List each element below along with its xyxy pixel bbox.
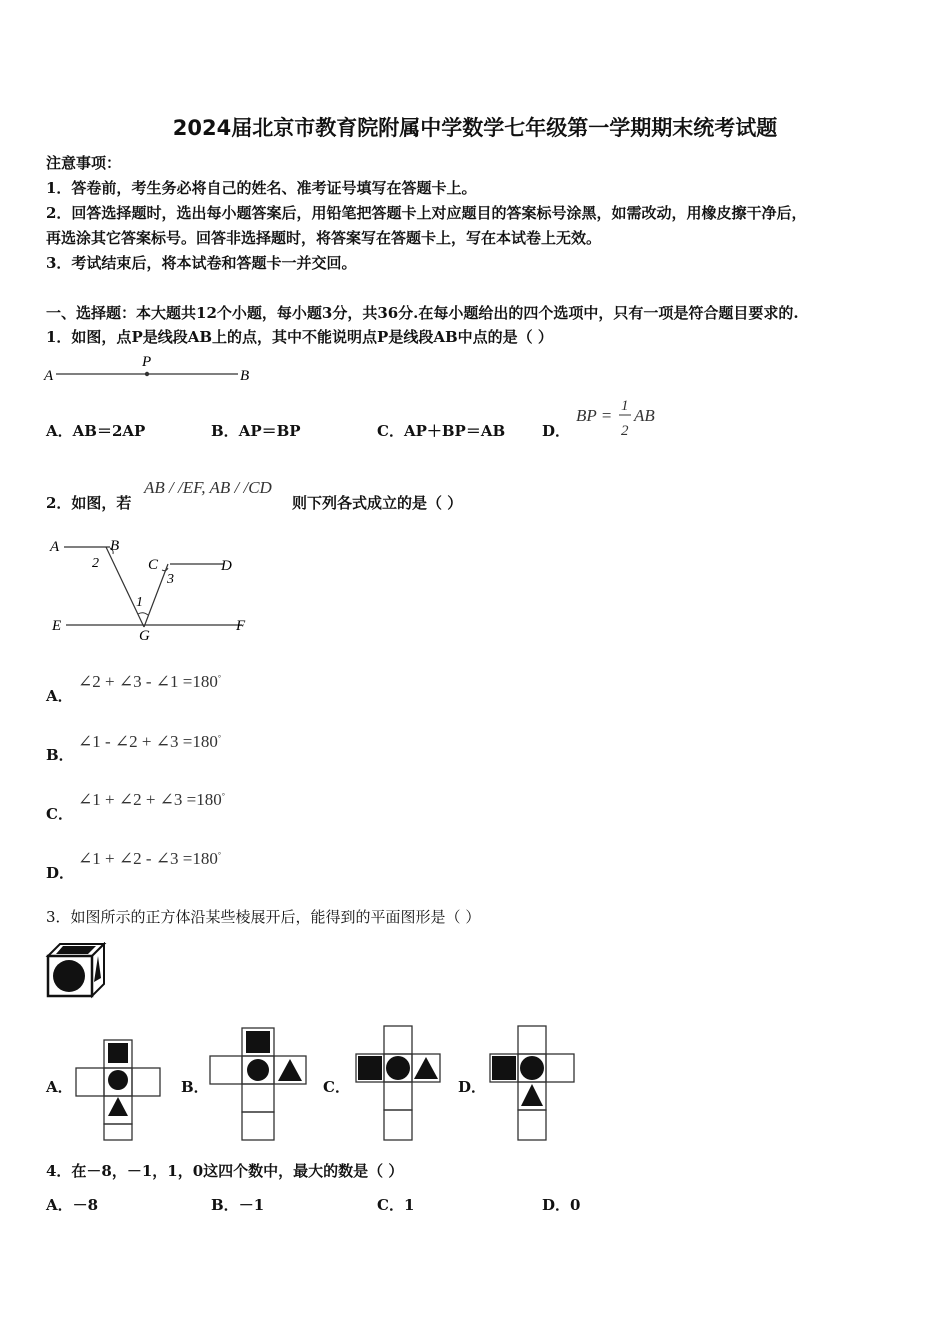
notice-item: 2．回答选择题时，选出每小题答案后，用铅笔把答题卡上对应题目的答案标号涂黑，如需改动，用橡皮擦干净后，: [46, 204, 807, 222]
q2-option-a-text: ∠2 + ∠3 - ∠1 =180°: [78, 672, 222, 691]
formula-lhs: BP =: [576, 406, 613, 425]
angle-1-label: 1: [136, 595, 143, 610]
q2-option-c-label[interactable]: C．: [46, 805, 73, 823]
point-a: A: [50, 539, 60, 555]
q4-stem: 4．在－8，－1，1，0这四个数中，最大的数是（ ）: [46, 1162, 404, 1180]
point-f: F: [236, 618, 246, 634]
formula-num: 1: [621, 398, 629, 414]
angle-3-label: 3: [167, 572, 174, 587]
notice-item: 3．考试结束后，将本试卷和答题卡一并交回。: [46, 254, 357, 272]
formula-rhs: AB: [634, 406, 655, 425]
point-d: D: [221, 558, 232, 574]
q2-option-a-label[interactable]: A．: [46, 687, 73, 705]
q2-angle-figure: [44, 532, 264, 644]
option-label: C．: [377, 1196, 404, 1214]
option-text: 0: [570, 1196, 581, 1214]
q3-stem: 3．如图所示的正方体沿某些棱展开后，能得到的平面图形是（ ）: [46, 908, 481, 926]
option-label: B．: [211, 1196, 239, 1214]
notice-item: 再选涂其它答案标号。回答非选择题时，将答案写在答题卡上，写在本试卷上无效。: [46, 229, 602, 247]
angle-2-label: 2: [92, 556, 99, 571]
option-text: AB＝2AP: [72, 422, 146, 440]
q1-option-d[interactable]: [542, 420, 570, 441]
option-label: B．: [211, 422, 239, 440]
option-label: D．: [542, 1196, 571, 1214]
q3-option-a-label[interactable]: A．: [46, 1078, 73, 1096]
option-text: －1: [238, 1196, 265, 1214]
section-heading: 一、选择题：本大题共12个小题，每小题3分，共36分.在每小题给出的四个选项中，只有一项是符合题目要求的.: [46, 304, 799, 322]
option-label: D．: [542, 422, 571, 440]
option-text: AP＋BP＝AB: [403, 422, 506, 440]
q4-option-c[interactable]: [377, 1194, 414, 1215]
q2-option-d-text: ∠1 + ∠2 - ∠3 =180°: [78, 849, 222, 868]
q3-option-c-label[interactable]: C．: [323, 1078, 350, 1096]
q4-option-a[interactable]: [46, 1194, 98, 1215]
point-e: E: [52, 618, 62, 634]
point-b: B: [110, 538, 120, 554]
q3-option-c-net: [350, 1024, 446, 1144]
q3-option-d-net: [484, 1024, 580, 1144]
q2-option-c-text: ∠1 + ∠2 + ∠3 =180°: [78, 790, 225, 809]
q2-stem-prefix: 2．如图，若: [46, 494, 132, 512]
q3-cube-figure: [44, 942, 108, 1000]
q3-option-b-label[interactable]: B．: [181, 1078, 209, 1096]
q1-stem: 1．如图，点P是线段AB上的点，其中不能说明点P是线段AB中点的是（ ）: [46, 328, 553, 346]
notice-heading: 注意事项：: [46, 154, 122, 172]
q1-option-d-formula: [574, 394, 670, 442]
option-text: AP＝BP: [238, 422, 301, 440]
option-label: A．: [46, 422, 73, 440]
q2-option-b-text: ∠1 - ∠2 + ∠3 =180°: [78, 732, 222, 751]
notice-item: 1．答卷前，考生务必将自己的姓名、准考证号填写在答题卡上。: [46, 179, 477, 197]
q3-option-a-net: [70, 1036, 166, 1144]
label-p: P: [142, 354, 152, 370]
q2-stem-suffix: 则下列各式成立的是（ ）: [292, 494, 463, 512]
q2-option-d-label[interactable]: D．: [46, 864, 75, 882]
formula-den: 2: [621, 423, 629, 439]
q1-segment-figure: [42, 352, 262, 386]
option-label: C．: [377, 422, 404, 440]
q1-option-c[interactable]: [377, 420, 505, 441]
q1-option-b[interactable]: [211, 420, 301, 441]
page-title: 2024届北京市教育院附属中学数学七年级第一学期期末统考试题: [172, 116, 778, 140]
q4-option-d[interactable]: [542, 1194, 580, 1215]
q4-option-b[interactable]: [211, 1194, 264, 1215]
label-a: A: [44, 368, 54, 384]
q3-option-b-net: [206, 1026, 310, 1144]
point-c: C: [148, 557, 159, 573]
q3-option-d-label[interactable]: D．: [458, 1078, 487, 1096]
option-text: －8: [72, 1196, 99, 1214]
q1-option-a[interactable]: [46, 420, 145, 441]
q2-option-b-label[interactable]: B．: [46, 746, 74, 764]
point-g: G: [139, 628, 150, 644]
label-b: B: [240, 368, 250, 384]
option-text: 1: [403, 1196, 415, 1214]
option-label: A．: [46, 1196, 73, 1214]
q2-stem-math: AB / /EF, AB / /CD: [144, 478, 272, 497]
